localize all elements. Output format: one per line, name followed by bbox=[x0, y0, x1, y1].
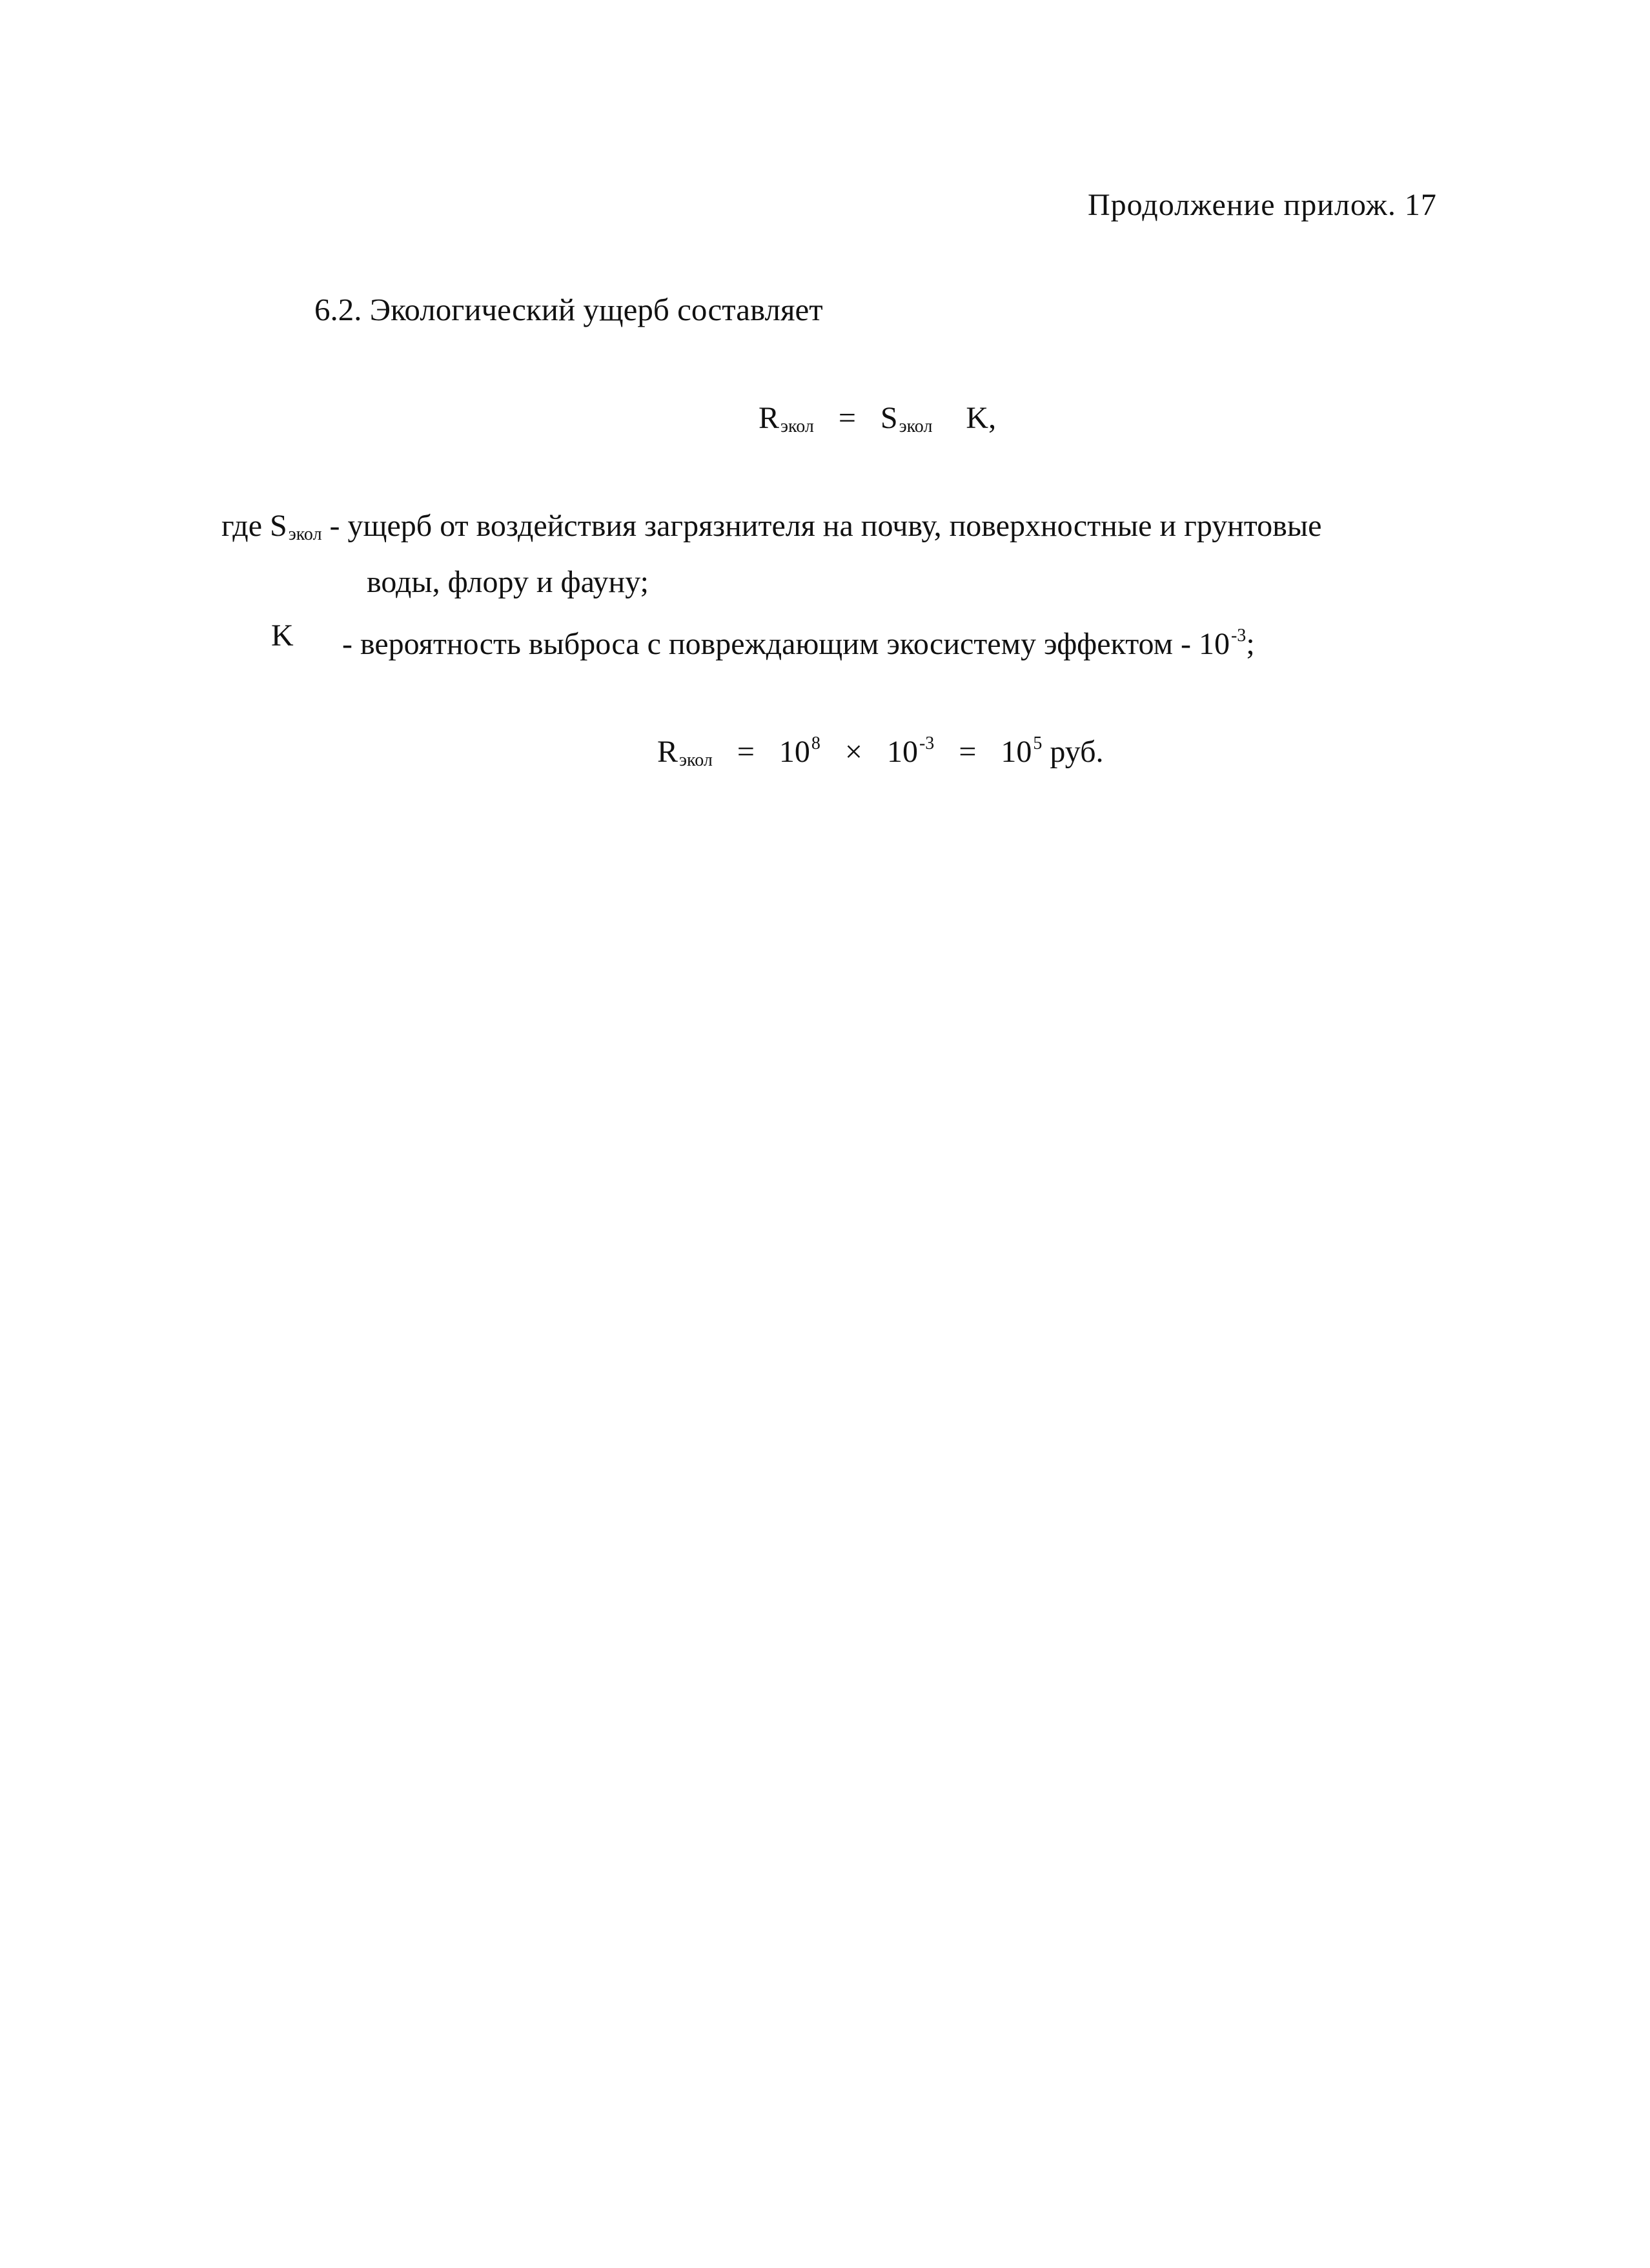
definition-s-continuation bbox=[367, 563, 649, 602]
header-text: Продолжение прилож. 17 bbox=[1088, 188, 1437, 222]
formula2-base3: 10 bbox=[1001, 735, 1032, 769]
k-exponent: -3 bbox=[1230, 626, 1247, 646]
s-symbol: S bbox=[270, 509, 287, 543]
formula-ecological-damage bbox=[759, 399, 996, 446]
k-description: - вероятность выброса с повреждающим экосистему эффектом - 10 bbox=[342, 627, 1230, 661]
formula2-exp2: -3 bbox=[919, 733, 935, 753]
formula1-lhs-symbol: R bbox=[759, 401, 780, 435]
s-description-line2: воды, флору и фауну; bbox=[367, 565, 649, 599]
formula2-base2: 10 bbox=[886, 735, 918, 769]
section-text: 6.2. Экологический ущерб составляет bbox=[314, 292, 823, 327]
section-heading bbox=[314, 291, 823, 329]
formula2-exp1: 8 bbox=[811, 733, 820, 753]
formula1-lhs-subscript: экол bbox=[780, 416, 814, 436]
formula2-times: × bbox=[844, 735, 862, 769]
formula2-lhs-symbol: R bbox=[657, 735, 678, 769]
page-header bbox=[1088, 186, 1437, 225]
formula1-rhs-subscript: экол bbox=[899, 416, 933, 436]
formula2-eq2: = bbox=[959, 735, 977, 769]
k-symbol: K bbox=[271, 618, 294, 653]
formula2-exp3: 5 bbox=[1033, 733, 1043, 753]
formula1-factor: K, bbox=[966, 401, 997, 435]
s-description-line1: - ущерб от воздействия загрязнителя на почву, поверхностные и грунтовые bbox=[329, 509, 1322, 543]
formula-calculation bbox=[657, 724, 1104, 780]
formula2-base1: 10 bbox=[779, 735, 810, 769]
definition-k-symbol bbox=[271, 617, 294, 655]
formula1-rhs-symbol: S bbox=[880, 401, 898, 435]
definition-s bbox=[221, 507, 1321, 554]
where-word: где bbox=[221, 509, 263, 543]
s-subscript: экол bbox=[288, 524, 322, 544]
definition-k bbox=[342, 617, 1255, 664]
formula2-eq1: = bbox=[737, 735, 755, 769]
k-tail: ; bbox=[1246, 627, 1255, 661]
formula2-lhs-subscript: экол bbox=[679, 750, 713, 770]
formula2-unit: руб. bbox=[1050, 735, 1104, 769]
formula1-equals: = bbox=[838, 401, 856, 435]
